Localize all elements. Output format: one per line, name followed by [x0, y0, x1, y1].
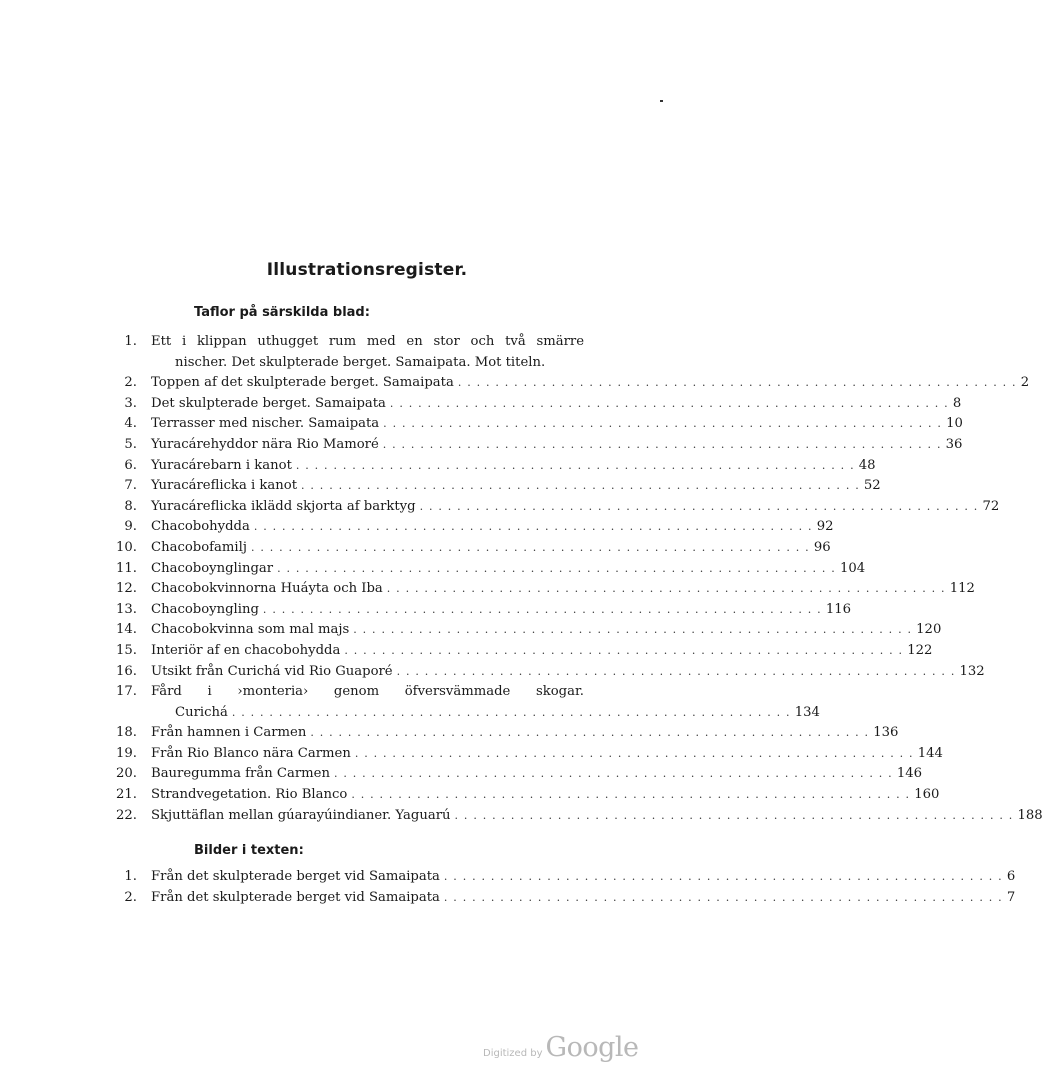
- item-number: 8.: [124, 498, 137, 514]
- item-label: Chacoboynglingar: [151, 560, 274, 576]
- list-item: [100, 684, 584, 705]
- text-figures-list: [100, 869, 1016, 910]
- item-page: 134: [794, 704, 820, 720]
- item-entry: [151, 457, 876, 473]
- item-entry: [151, 519, 834, 535]
- dot-leader: . . . . . . . . . . . . . . . . . . . . . . . . . . . . . . . . . . . . . . . . . . . . . . . . . . . . . . . . . . . .: [419, 499, 979, 513]
- plates-list: [100, 334, 1043, 828]
- item-entry: [151, 416, 963, 432]
- plates-heading: Taflor på särskilda blad:: [194, 305, 370, 320]
- item-number: 1.: [124, 869, 137, 884]
- item-label: Yuracáreflicka i kanot: [151, 478, 298, 494]
- dot-leader: . . . . . . . . . . . . . . . . . . . . . . . . . . . . . . . . . . . . . . . . . . . . . . . . . . . . . . . . . . . .: [253, 520, 813, 534]
- list-item: [100, 622, 942, 643]
- item-label: Bauregumma från Carmen: [151, 766, 330, 782]
- dot-leader: . . . . . . . . . . . . . . . . . . . . . . . . . . . . . . . . . . . . . . . . . . . . . . . . . . . . . . . . . . . .: [344, 643, 904, 657]
- item-page: 120: [916, 622, 942, 638]
- item-label: Från hamnen i Carmen: [151, 725, 307, 741]
- google-logo: Google: [545, 1032, 639, 1063]
- item-text: nischer. Det skulpterade berget. Samaipata. Mot titeln.: [175, 354, 546, 370]
- item-page: 92: [816, 519, 834, 535]
- list-item: [100, 869, 1016, 890]
- page-title: Illustrationsregister.: [266, 260, 468, 280]
- item-label: Chacobohydda: [151, 519, 250, 535]
- item-page: 72: [982, 498, 1000, 514]
- item-number: 17.: [116, 684, 137, 700]
- item-number: 6.: [124, 457, 137, 473]
- list-item: [100, 457, 876, 479]
- item-number: 15.: [116, 642, 137, 658]
- item-number: 16.: [116, 663, 137, 679]
- item-entry: [151, 478, 881, 494]
- dot-leader: . . . . . . . . . . . . . . . . . . . . . . . . . . . . . . . . . . . . . . . . . . . . . . . . . . . . . . . . . . . .: [310, 726, 870, 740]
- item-page: 48: [858, 457, 876, 473]
- item-number: 20.: [116, 766, 137, 782]
- list-item: [100, 395, 962, 417]
- item-number: 18.: [116, 725, 137, 741]
- list-item: [100, 334, 584, 355]
- item-number: 19.: [116, 745, 137, 761]
- dot-leader: . . . . . . . . . . . . . . . . . . . . . . . . . . . . . . . . . . . . . . . . . . . . . . . . . . . . . . . . . . . .: [396, 664, 956, 678]
- item-number: 13.: [116, 601, 137, 617]
- item-label: Från Rio Blanco nära Carmen: [151, 745, 351, 761]
- item-page: 122: [907, 642, 933, 658]
- item-entry: [151, 787, 940, 803]
- item-entry: [151, 622, 942, 638]
- item-entry: [151, 395, 962, 411]
- dot-leader: . . . . . . . . . . . . . . . . . . . . . . . . . . . . . . . . . . . . . . . . . . . . . . . . . . . . . . . . . . . .: [443, 890, 1003, 904]
- dot-leader: . . . . . . . . . . . . . . . . . . . . . . . . . . . . . . . . . . . . . . . . . . . . . . . . . . . . . . . . . . . .: [250, 540, 810, 554]
- list-item: [100, 601, 851, 623]
- item-label: Yuracáreflicka iklädd skjorta af barktyg: [151, 498, 416, 514]
- item-label: Från det skulpterade berget vid Samaipata: [151, 889, 440, 905]
- item-label: Utsikt från Curichá vid Rio Guaporé: [151, 663, 393, 679]
- item-page: 7: [1006, 889, 1016, 905]
- list-item: [100, 436, 963, 458]
- item-label: Chacobokvinnorna Huáyta och Iba: [151, 581, 383, 597]
- list-item: [100, 663, 985, 685]
- item-label: Toppen af det skulpterade berget. Samaipata: [151, 375, 454, 391]
- item-label: Chacobofamilj: [151, 539, 247, 555]
- list-item: [100, 787, 940, 808]
- item-entry: [151, 560, 866, 576]
- item-number: 22.: [116, 807, 137, 823]
- item-page: 10: [946, 416, 963, 432]
- dot-leader: . . . . . . . . . . . . . . . . . . . . . . . . . . . . . . . . . . . . . . . . . . . . . . . . . . . . . . . . . . . .: [354, 746, 914, 760]
- item-number: 12.: [116, 581, 137, 597]
- dot-leader: . . . . . . . . . . . . . . . . . . . . . . . . . . . . . . . . . . . . . . . . . . . . . . . . . . . . . . . . . . . .: [383, 417, 943, 431]
- item-page: 52: [863, 478, 881, 494]
- item-entry: [151, 745, 943, 761]
- list-item: [100, 519, 834, 540]
- dot-leader: . . . . . . . . . . . . . . . . . . . . . . . . . . . . . . . . . . . . . . . . . . . . . . . . . . . . . . . . . . . .: [389, 396, 949, 410]
- item-label: Chacoboyngling: [151, 601, 259, 617]
- item-label: Strandvegetation. Rio Blanco: [151, 787, 348, 803]
- item-entry: [151, 889, 1016, 905]
- item-number: 1.: [124, 334, 137, 349]
- list-item: [100, 704, 820, 726]
- item-page: 144: [917, 745, 943, 761]
- item-entry: [151, 498, 1000, 514]
- item-label: Interiör af en chacobohydda: [151, 642, 341, 658]
- dot-leader: . . . . . . . . . . . . . . . . . . . . . . . . . . . . . . . . . . . . . . . . . . . . . . . . . . . . . . . . . . . .: [277, 561, 836, 575]
- watermark-prefix: Digitized by: [483, 1048, 543, 1059]
- dot-leader: . . . . . . . . . . . . . . . . . . . . . . . . . . . . . . . . . . . . . . . . . . . . . . . . . . . . . . . . . . . .: [262, 602, 822, 616]
- item-number: 3.: [124, 395, 137, 411]
- item-label: Skjuttäflan mellan gúarayúindianer. Yaguarú: [151, 807, 451, 823]
- item-page: 8: [952, 395, 962, 411]
- item-label: Terrasser med nischer. Samaipata: [151, 416, 380, 432]
- item-page: 132: [959, 663, 985, 679]
- item-entry: [175, 704, 820, 720]
- item-label: Yuracárehyddor nära Rio Mamoré: [151, 436, 379, 452]
- item-number: 21.: [116, 787, 137, 803]
- dot-leader: . . . . . . . . . . . . . . . . . . . . . . . . . . . . . . . . . . . . . . . . . . . . . . . . . . . . . . . . . . . .: [382, 437, 942, 451]
- dot-leader: . . . . . . . . . . . . . . . . . . . . . . . . . . . . . . . . . . . . . . . . . . . . . . . . . . . . . . . . . . . .: [333, 767, 893, 781]
- item-entry: [151, 725, 899, 741]
- list-item: [100, 355, 584, 376]
- item-number: 11.: [116, 560, 137, 576]
- dot-leader: . . . . . . . . . . . . . . . . . . . . . . . . . . . . . . . . . . . . . . . . . . . . . . . . . . . . . . . . . . . .: [353, 623, 913, 637]
- item-entry: [151, 436, 963, 452]
- dot-leader: . . . . . . . . . . . . . . . . . . . . . . . . . . . . . . . . . . . . . . . . . . . . . . . . . . . . . . . . . . . .: [443, 870, 1003, 883]
- item-page: 160: [914, 787, 940, 803]
- item-entry: [151, 642, 933, 658]
- dot-leader: . . . . . . . . . . . . . . . . . . . . . . . . . . . . . . . . . . . . . . . . . . . . . . . . . . . . . . . . . . . .: [351, 788, 911, 802]
- item-page: 6: [1006, 869, 1016, 884]
- item-label: Det skulpterade berget. Samaipata: [151, 395, 386, 411]
- item-entry: [151, 375, 1030, 391]
- item-page: 2: [1020, 375, 1030, 391]
- item-number: 2.: [124, 889, 137, 905]
- item-label: Curichá: [175, 704, 228, 720]
- item-text: Ett i klippan uthugget rum med en stor och två smärre: [151, 334, 584, 349]
- item-page: 136: [873, 725, 899, 741]
- list-item: [100, 642, 933, 664]
- item-number: 14.: [116, 622, 137, 638]
- item-page: 104: [839, 560, 866, 576]
- item-text: Fård i ›monteria› genom öfversvämmade skogar.: [151, 684, 584, 700]
- item-entry: [151, 766, 923, 782]
- item-number: 4.: [124, 416, 137, 432]
- dot-leader: . . . . . . . . . . . . . . . . . . . . . . . . . . . . . . . . . . . . . . . . . . . . . . . . . . . . . . . . . . . .: [386, 582, 946, 596]
- item-page: 188: [1017, 807, 1043, 823]
- item-entry: [151, 807, 1043, 823]
- dot-leader: . . . . . . . . . . . . . . . . . . . . . . . . . . . . . . . . . . . . . . . . . . . . . . . . . . . . . . . . . . . .: [457, 376, 1017, 390]
- item-page: 112: [949, 581, 975, 597]
- dot-leader: . . . . . . . . . . . . . . . . . . . . . . . . . . . . . . . . . . . . . . . . . . . . . . . . . . . . . . . . . . . .: [231, 705, 791, 719]
- item-entry: [151, 581, 975, 597]
- dot-leader: . . . . . . . . . . . . . . . . . . . . . . . . . . . . . . . . . . . . . . . . . . . . . . . . . . . . . . . . . . . .: [301, 479, 860, 493]
- list-item: [100, 539, 831, 561]
- text-figures-heading: Bilder i texten:: [194, 843, 304, 858]
- item-entry: [151, 869, 1016, 884]
- list-item: [100, 375, 1030, 396]
- item-entry: [151, 539, 831, 555]
- list-item: [100, 725, 899, 746]
- item-page: 96: [813, 539, 831, 555]
- list-item: [100, 745, 943, 767]
- list-item: [100, 498, 1000, 520]
- list-item: [100, 478, 881, 499]
- item-label: Yuracárebarn i kanot: [151, 457, 292, 473]
- item-label: Från det skulpterade berget vid Samaipata: [151, 869, 440, 884]
- list-item: [100, 889, 1016, 911]
- item-number: 7.: [124, 478, 137, 494]
- dot-leader: . . . . . . . . . . . . . . . . . . . . . . . . . . . . . . . . . . . . . . . . . . . . . . . . . . . . . . . . . . . .: [295, 458, 855, 472]
- item-page: 146: [896, 766, 923, 782]
- item-number: 10.: [116, 539, 137, 555]
- list-item: [100, 766, 923, 787]
- item-page: 36: [945, 436, 963, 452]
- google-watermark: [483, 1032, 638, 1072]
- list-item: [100, 416, 963, 437]
- item-page: 116: [825, 601, 851, 617]
- item-entry: [151, 663, 985, 679]
- item-number: 9.: [124, 519, 137, 535]
- scan-speck: [660, 100, 663, 102]
- dot-leader: . . . . . . . . . . . . . . . . . . . . . . . . . . . . . . . . . . . . . . . . . . . . . . . . . . . . . . . . . . . .: [454, 808, 1014, 822]
- item-entry: [151, 601, 851, 617]
- list-item: [100, 560, 866, 582]
- item-label: Chacobokvinna som mal majs: [151, 622, 350, 638]
- item-number: 5.: [124, 436, 137, 452]
- item-number: 2.: [124, 375, 137, 391]
- list-item: [100, 807, 1043, 829]
- list-item: [100, 581, 975, 602]
